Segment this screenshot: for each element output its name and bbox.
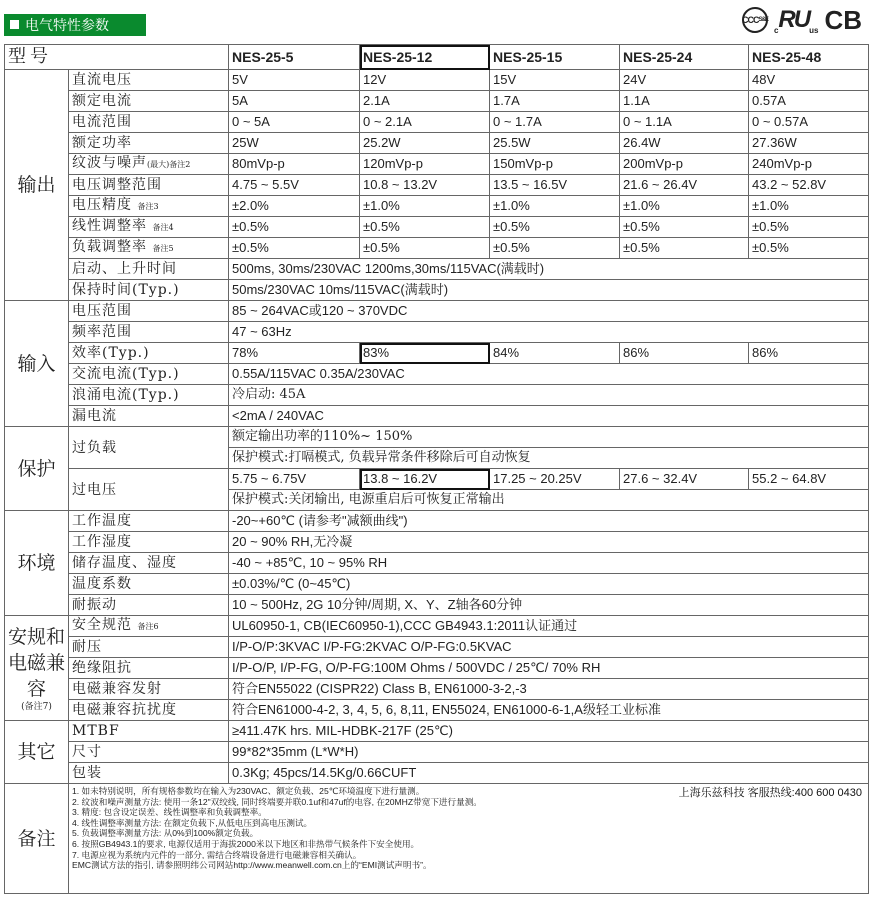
row-label: 直流电压	[69, 70, 229, 91]
notes-row	[5, 784, 869, 894]
group-input: 输入	[5, 301, 69, 427]
cell: 13.8 ~ 16.2V	[360, 469, 490, 490]
cell: 150mVp-p	[490, 154, 620, 175]
cell: 17.25 ~ 20.25V	[490, 469, 620, 490]
model-row	[5, 45, 869, 70]
cell: ±0.5%	[360, 217, 490, 238]
spec-row	[5, 679, 869, 700]
cell: ±0.5%	[620, 238, 749, 259]
cell: 0 ~ 0.57A	[749, 112, 869, 133]
spec-row	[5, 616, 869, 637]
cell: 200mVp-p	[620, 154, 749, 175]
cell: ±0.5%	[620, 217, 749, 238]
cell: ±0.5%	[229, 238, 360, 259]
row-label: MTBF	[69, 721, 229, 742]
spec-row	[5, 574, 869, 595]
cell: 25W	[229, 133, 360, 154]
row-label: 温度系数	[69, 574, 229, 595]
model-name: NES-25-12	[360, 45, 490, 70]
row-label: 耐压	[69, 637, 229, 658]
cell: 55.2 ~ 64.8V	[749, 469, 869, 490]
spec-row	[5, 70, 869, 91]
note-line: 4. 线性调整率测量方法: 在额定负载下,从低电压到高电压测试。	[72, 817, 313, 828]
cell: I/P-O/P, I/P-FG, O/P-FG:100M Ohms / 500VDC / 25℃/ 70% RH	[229, 658, 869, 679]
note-line: 6. 按照GB4943.1的要求, 电源仅适用于海拔2000米以下地区和非热带气候条件下安全使用。	[72, 838, 420, 849]
spec-row	[5, 322, 869, 343]
row-label: 电磁兼容抗扰度	[69, 700, 229, 721]
spec-row	[5, 658, 869, 679]
cell: ±0.5%	[749, 217, 869, 238]
spec-row	[5, 553, 869, 574]
group-environment: 环境	[5, 511, 69, 616]
cell: 86%	[620, 343, 749, 364]
cell: ±2.0%	[229, 196, 360, 217]
group-output: 输出	[5, 70, 69, 301]
cell: 50ms/230VAC 10ms/115VAC(满载时)	[229, 280, 869, 301]
spec-row	[5, 385, 869, 406]
contact-hotline: 上海乐兹科技 客服热线:400 600 0430	[678, 787, 862, 799]
ul-logo: $_cRU_{us}$	[773, 5, 819, 35]
cell: 99*82*35mm (L*W*H)	[229, 742, 869, 763]
spec-row	[5, 175, 869, 196]
spec-row	[5, 154, 869, 175]
cell: ±1.0%	[490, 196, 620, 217]
cell: ≥411.47K hrs. MIL-HDBK-217F (25℃)	[229, 721, 869, 742]
model-name: NES-25-24	[620, 45, 749, 70]
cell: 24V	[620, 70, 749, 91]
cell: 保护模式:关闭输出, 电源重启后可恢复正常输出	[229, 490, 869, 511]
row-label: 电流范围	[69, 112, 229, 133]
cell: 5.75 ~ 6.75V	[229, 469, 360, 490]
spec-row	[5, 700, 869, 721]
cell: 43.2 ~ 52.8V	[749, 175, 869, 196]
cell: 15V	[490, 70, 620, 91]
note-line: 5. 负载调整率测量方法: 从0%到100%额定负载。	[72, 828, 259, 839]
spec-row	[5, 511, 869, 532]
note-line: 2. 纹波和噪声测量方法: 使用一条12"双绞线, 同时终端要并联0.1uf和47uf的电容, 在20MHZ带宽下进行量测。	[72, 796, 482, 807]
notes-cell	[69, 784, 869, 894]
cell: 5A	[229, 91, 360, 112]
row-label: 电压范围	[69, 301, 229, 322]
row-label: 耐振动	[69, 595, 229, 616]
spec-row	[5, 280, 869, 301]
cell: 0 ~ 2.1A	[360, 112, 490, 133]
cell: I/P-O/P:3KVAC I/P-FG:2KVAC O/P-FG:0.5KVAC	[229, 637, 869, 658]
cell: 47 ~ 63Hz	[229, 322, 869, 343]
cell: 25.2W	[360, 133, 490, 154]
cell: ±0.5%	[229, 217, 360, 238]
cell: 500ms, 30ms/230VAC 1200ms,30ms/115VAC(满载时)	[229, 259, 869, 280]
cell: ±0.5%	[749, 238, 869, 259]
cell: 0 ~ 1.1A	[620, 112, 749, 133]
row-label: 漏电流	[69, 406, 229, 427]
note-line: EMC测试方法的指引, 请参照明纬公司网站http://www.meanwell.com.cn上的“EMI测试声明书”。	[72, 860, 432, 871]
cell: 86%	[749, 343, 869, 364]
spec-row	[5, 343, 869, 364]
cell: 78%	[229, 343, 360, 364]
note-line: 1. 如未特别说明，所有规格参数均在输入为230VAC、额定负载、25℃环境温度下进行量测。	[72, 786, 425, 796]
cell: ±0.5%	[360, 238, 490, 259]
cell: 120mVp-p	[360, 154, 490, 175]
cell: ±1.0%	[620, 196, 749, 217]
spec-row	[5, 112, 869, 133]
row-label: 线性调整率 备注4	[69, 217, 229, 238]
cell: 0 ~ 5A	[229, 112, 360, 133]
spec-row	[5, 364, 869, 385]
cell: 额定输出功率的110%~ 150%	[229, 427, 869, 448]
row-label: 过负载	[69, 427, 229, 469]
cell: ±0.5%	[490, 238, 620, 259]
row-label: 尺寸	[69, 742, 229, 763]
group-protection: 保护	[5, 427, 69, 511]
spec-row	[5, 133, 869, 154]
row-label: 工作温度	[69, 511, 229, 532]
cell: UL60950-1, CB(IEC60950-1),CCC GB4943.1:2011认证通过	[229, 616, 869, 637]
cell: 21.6 ~ 26.4V	[620, 175, 749, 196]
cb-logo: CB	[824, 4, 862, 35]
spec-row	[5, 238, 869, 259]
spec-row	[5, 217, 869, 238]
cell: 1.7A	[490, 91, 620, 112]
cell: -20~+60℃ (请参考"减额曲线")	[229, 511, 869, 532]
section-header	[4, 14, 146, 36]
cell: 25.5W	[490, 133, 620, 154]
spec-row	[5, 427, 869, 448]
row-label: 电压精度 备注3	[69, 196, 229, 217]
note-line: 3. 精度: 包含设定误差、线性调整率和负载调整率。	[72, 807, 267, 818]
cell: 符合EN55022 (CISPR22) Class B, EN61000-3-2,-3	[229, 679, 869, 700]
row-label: 过电压	[69, 469, 229, 511]
cell: 12V	[360, 70, 490, 91]
square-icon	[10, 20, 19, 29]
row-label: 负载调整率 备注5	[69, 238, 229, 259]
certification-logos	[742, 6, 862, 34]
cell: <2mA / 240VAC	[229, 406, 869, 427]
spec-row	[5, 301, 869, 322]
model-name: NES-25-5	[229, 45, 360, 70]
cell: ±1.0%	[749, 196, 869, 217]
row-label: 电压调整范围	[69, 175, 229, 196]
spec-row	[5, 259, 869, 280]
spec-row	[5, 763, 869, 784]
cell: 0.3Kg; 45pcs/14.5Kg/0.66CUFT	[229, 763, 869, 784]
spec-row	[5, 469, 869, 490]
spec-row	[5, 91, 869, 112]
cell: 保护模式:打嗝模式, 负载异常条件移除后可自动恢复	[229, 448, 869, 469]
cell: ±1.0%	[360, 196, 490, 217]
group-notes: 备注	[5, 784, 69, 894]
spec-row	[5, 721, 869, 742]
cell: 0.55A/115VAC 0.35A/230VAC	[229, 364, 869, 385]
cell: 5V	[229, 70, 360, 91]
cell: 符合EN61000-4-2, 3, 4, 5, 6, 8,11, EN55024, EN61000-6-1,A级轻工业标准	[229, 700, 869, 721]
cell: 85 ~ 264VAC或120 ~ 370VDC	[229, 301, 869, 322]
cell: 13.5 ~ 16.5V	[490, 175, 620, 196]
cell: 240mVp-p	[749, 154, 869, 175]
cell: ±0.03%/℃ (0~45℃)	[229, 574, 869, 595]
row-label: 包装	[69, 763, 229, 784]
spec-row	[5, 196, 869, 217]
cell: 2.1A	[360, 91, 490, 112]
row-label: 储存温度、湿度	[69, 553, 229, 574]
cell: 84%	[490, 343, 620, 364]
group-others: 其它	[5, 721, 69, 784]
model-name: NES-25-48	[749, 45, 869, 70]
spec-row	[5, 742, 869, 763]
cell: 0.57A	[749, 91, 869, 112]
cell: 冷启动: 45A	[229, 385, 869, 406]
cell: 10 ~ 500Hz, 2G 10分钟/周期, X、Y、Z轴各60分钟	[229, 595, 869, 616]
cell: ±0.5%	[490, 217, 620, 238]
group-safety: 安规和电磁兼容 (备注7)	[5, 616, 69, 721]
model-name: NES-25-15	[490, 45, 620, 70]
row-label: 启动、上升时间	[69, 259, 229, 280]
cell: 1.1A	[620, 91, 749, 112]
spec-table	[4, 44, 869, 894]
row-label: 浪涌电流(Typ.)	[69, 385, 229, 406]
row-label: 额定功率	[69, 133, 229, 154]
row-label: 安全规范 备注6	[69, 616, 229, 637]
row-label: 纹波与噪声(最大)备注2	[69, 154, 229, 175]
spec-row	[5, 595, 869, 616]
spec-row	[5, 406, 869, 427]
cell: 83%	[360, 343, 490, 364]
cell: 0 ~ 1.7A	[490, 112, 620, 133]
spec-row	[5, 532, 869, 553]
row-label: 额定电流	[69, 91, 229, 112]
ccc-logo: CCC S&E	[742, 7, 768, 33]
row-label: 工作湿度	[69, 532, 229, 553]
spec-row	[5, 637, 869, 658]
cell: 20 ~ 90% RH,无冷凝	[229, 532, 869, 553]
note-line: 7. 电源应视为系统内元件的一部分, 需结合终端设备进行电磁兼容相关确认。	[72, 849, 362, 860]
row-label: 绝缘阻抗	[69, 658, 229, 679]
cell: -40 ~ +85℃, 10 ~ 95% RH	[229, 553, 869, 574]
section-title: 电气特性参数	[25, 17, 109, 33]
cell: 27.36W	[749, 133, 869, 154]
model-title: 型号	[5, 45, 229, 70]
cell: 10.8 ~ 13.2V	[360, 175, 490, 196]
row-label: 频率范围	[69, 322, 229, 343]
cell: 4.75 ~ 5.5V	[229, 175, 360, 196]
cell: 80mVp-p	[229, 154, 360, 175]
row-label: 交流电流(Typ.)	[69, 364, 229, 385]
cell: 26.4W	[620, 133, 749, 154]
row-label: 效率(Typ.)	[69, 343, 229, 364]
row-label: 保持时间(Typ.)	[69, 280, 229, 301]
cell: 48V	[749, 70, 869, 91]
row-label: 电磁兼容发射	[69, 679, 229, 700]
cell: 27.6 ~ 32.4V	[620, 469, 749, 490]
